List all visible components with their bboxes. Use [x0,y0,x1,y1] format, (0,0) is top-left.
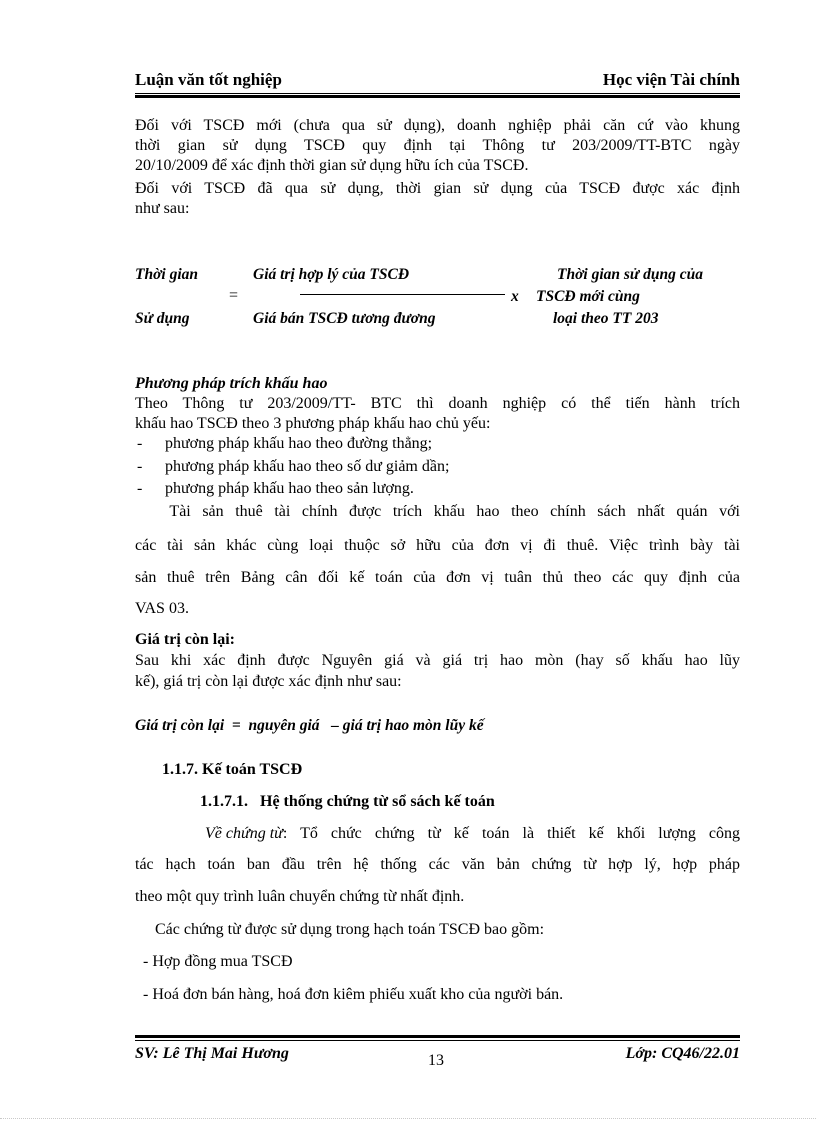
footer-rule-thick [135,1035,740,1038]
residual-line-2: kế), giá trị còn lại được xác định như sau: [135,673,402,690]
formula-lhs-bottom: Sử dụng [135,310,190,327]
list-item: - Hoá đơn bán hàng, hoá đơn kiêm phiếu xuất kho của người bán. [143,986,564,1003]
lease-line-4: VAS 03. [135,600,189,617]
page-header [135,70,740,94]
formula-times: x [511,288,519,305]
header-rule-thick [135,95,740,98]
para2-line-2: như sau: [135,200,190,217]
lease-line-3: sản thuê trên Bảng cân đối kế toán của đơn vị tuân thủ theo các quy định của [135,569,740,586]
section-method-title: Phương pháp trích khấu hao [135,375,328,392]
page-number: 13 [428,1052,444,1069]
footer-student: SV: Lê Thị Mai Hương [135,1045,289,1062]
list-item: phương pháp khấu hao theo số dư giảm dần; [165,458,450,475]
bullet-mark: - [137,480,143,497]
method-line-1: Theo Thông tư 203/2009/TT- BTC thì doanh nghiệp có thể tiến hành trích [135,395,740,412]
formula-rhs-3: loại theo TT 203 [553,310,659,327]
list-item: phương pháp khấu hao theo sản lượng. [165,480,414,497]
formula-lhs-top: Thời gian [135,266,199,283]
residual-formula: Giá trị còn lại = nguyên giá – giá trị hao mòn lũy kế [135,717,484,734]
bullet-mark: - [137,435,143,452]
page-edge [0,1118,816,1119]
residual-line-1: Sau khi xác định được Nguyên giá và giá trị hao mòn (hay số khấu hao lũy [135,652,740,669]
formula-fraction-bar [300,294,505,295]
para1-line-3: 20/10/2009 để xác định thời gian sử dụng hữu ích của TSCĐ. [135,157,529,174]
footer-rule-thin [135,1040,740,1041]
bullet-mark: - [137,458,143,475]
para1-line-2: thời gian sử dụng TSCĐ quy định tại Thông tư 203/2009/TT-BTC ngày [135,137,740,154]
docs-line-1 [205,825,740,843]
list-item: phương pháp khấu hao theo đường thẳng; [165,435,433,452]
heading-1-1-7: 1.1.7. Kế toán TSCĐ [162,761,303,778]
docs-line-1-text: : Tổ chức chứng từ kế toán là thiết kế khối lượng công [282,825,740,842]
formula-denominator: Giá bán TSCĐ tương đương [253,310,436,327]
header-thesis-title: Luận văn tốt nghiệp [135,70,282,89]
para1-line-1: Đối với TSCĐ mới (chưa qua sử dụng), doanh nghiệp phải căn cứ vào khung [135,117,740,134]
para2-line-1: Đối với TSCĐ đã qua sử dụng, thời gian sử dụng của TSCĐ được xác định [135,180,740,197]
lease-line-2: các tài sản khác cùng loại thuộc sở hữu của đơn vị đi thuê. Việc trình bày tài [135,537,740,554]
docs-line-2: tác hạch toán ban đầu trên hệ thống các văn bản chứng từ hợp lý, hợp pháp [135,856,740,873]
docs-lead: Về chứng từ [205,825,283,842]
footer-class: Lớp: CQ46/22.01 [625,1045,740,1062]
list-item: - Hợp đồng mua TSCĐ [143,953,293,970]
heading-1-1-7-1: 1.1.7.1. Hệ thống chứng từ sổ sách kế toán [200,793,495,810]
formula-rhs-1: Thời gian sử dụng của [557,266,703,283]
docs-used-line: Các chứng từ được sử dụng trong hạch toán TSCĐ bao gồm: [155,921,545,938]
header-rule-thin [135,93,740,94]
docs-line-3: theo một quy trình luân chuyển chứng từ nhất định. [135,888,465,905]
formula-numerator: Giá trị hợp lý của TSCĐ [253,266,410,283]
lease-line-1: Tài sản thuê tài chính được trích khấu hao theo chính sách nhất quán với [135,503,740,520]
header-institution: Học viện Tài chính [602,70,740,89]
section-residual-title: Giá trị còn lại: [135,631,235,648]
method-line-2: khấu hao TSCĐ theo 3 phương pháp khấu hao chủ yếu: [135,415,491,432]
formula-rhs-2: TSCĐ mới cùng [536,288,640,305]
formula-equals: = [229,287,239,304]
